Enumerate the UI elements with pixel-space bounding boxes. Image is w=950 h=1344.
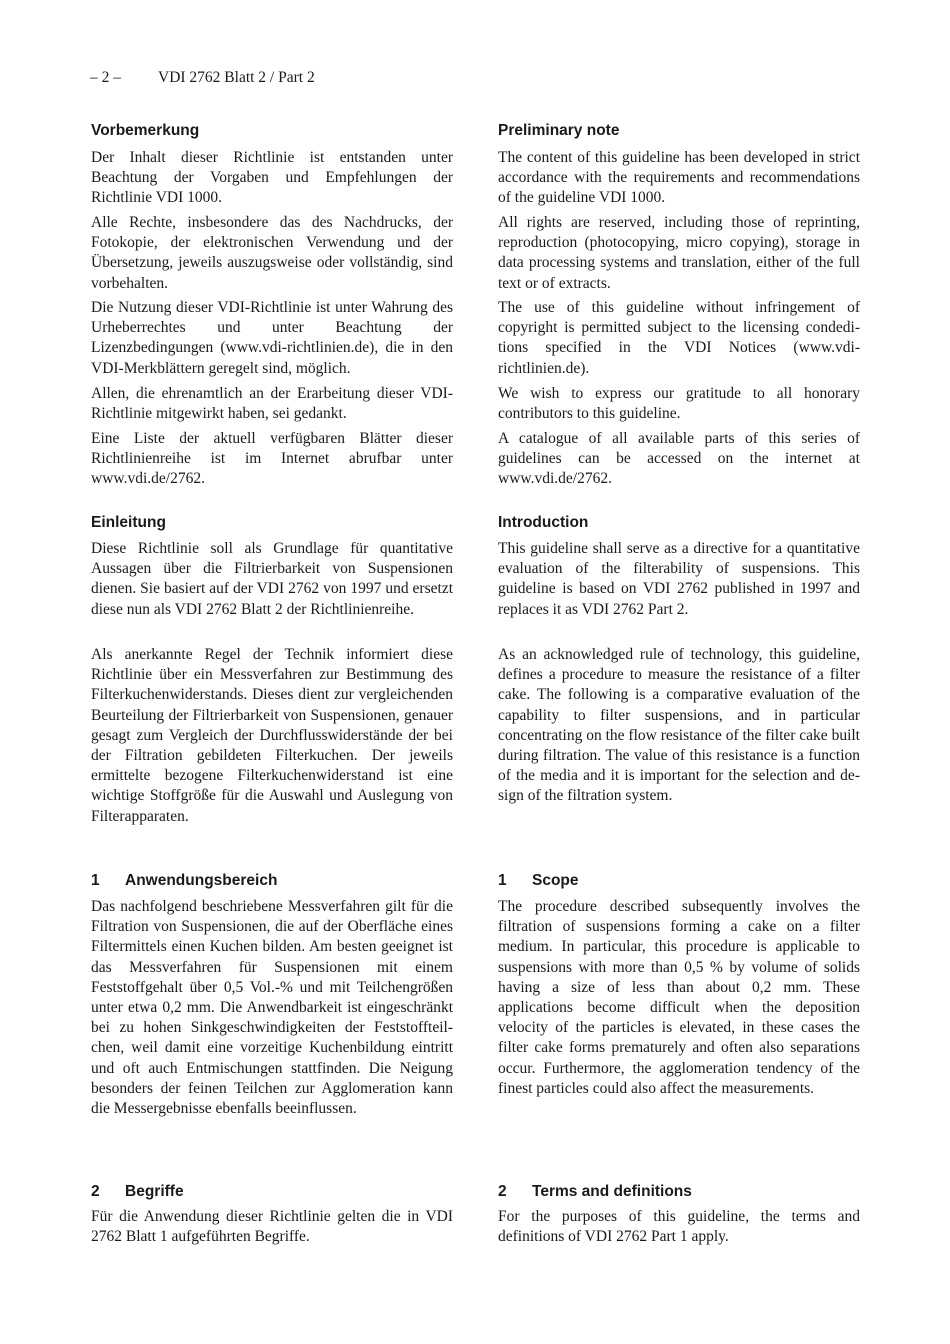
introduction-heading: Introduction <box>498 514 589 531</box>
section-2-heading <box>91 1182 453 1202</box>
vorbemerkung-paragraph: Der Inhalt dieser Richtlinie ist entstanden unter Beachtung der Vorgaben und Empfehlungen der Richtlinie VDI 1000. <box>91 149 453 207</box>
preliminary-note-paragraph: The content of this guideline has been developed in strict accordance with the requirements and recommendations of the guideline VDI 1000. <box>498 149 860 207</box>
section-1-paragraph: The procedure described subsequently involves the filtration of suspensions forming a cake on a filter medium. In particular, this procedure is applicable to suspensions with more than 0,5 % by volume of solids having a size of less than about 0,2 mm. These applications become difficult when the deposition velocity of the particles is elevated, in these cases the filter cake forms prematurely and often also separations occur. Furthermore, the agglomeration tendency of the finest particles could also affect the measurements. <box>498 898 860 1097</box>
einleitung-paragraph: Diese Richtlinie soll als Grundlage für quantitative Aussagen über die Filtrierbarkeit von Suspensionen dienen. Sie basiert auf der VDI 2762 von 1997 und ersetzt diese nun als VDI 2762 Blatt 2 der Richtlinienreihe. <box>91 540 453 618</box>
section-2-paragraph: Für die Anwendung dieser Richtlinie gelten die in VDI 2762 Blatt 1 aufgeführten Begriffe. <box>91 1208 453 1246</box>
vorbemerkung-paragraph: Die Nutzung dieser VDI-Richtlinie ist unter Wahrung des Urheberrechtes und unter Beachtung der Lizenzbedingungen (www.vdi-richtlinien.de), die in den VDI-Merkblättern geregelt sind, möglich. <box>91 299 453 377</box>
section-number: 2 <box>91 1183 100 1200</box>
vorbemerkung-paragraph: Eine Liste der aktuell verfügbaren Blätter dieser Richtlinienreihe ist im Internet abrufbar unter www.vdi.de/2762. <box>91 430 453 488</box>
preliminary-note-paragraph: A catalogue of all available parts of this series of guidelines can be accessed on the internet at www.vdi.de/2762. <box>498 430 860 488</box>
section-2-heading <box>498 1182 860 1202</box>
section-1-heading <box>91 871 453 891</box>
section-number: 2 <box>498 1183 507 1200</box>
page-header <box>90 68 315 88</box>
introduction-paragraph: As an acknowledged rule of technology, this guideline, defines a procedure to measure the resistance of a filter cake. The following is a comparative evaluation of the capability to filter suspensions, and in particular concentrating on the flow resistance of the filter cake built during filtration. The value of this resistance is a function of the media and it is important for the selection and design of the filtration system. <box>498 646 860 805</box>
preliminary-note-heading: Preliminary note <box>498 122 620 139</box>
section-1-paragraph: Das nachfolgend beschriebene Messverfahren gilt für die Filtration von Suspensionen, die auf der Oberfläche eines Filtermittels einen Kuchen bilden. Am besten geeignet ist das Messverfahren für Suspensionen mit einem Feststoffgehalt über 0,5 Vol.-% und mit Teilchengrößen unter etwa 0,2 mm. Die Anwendbarkeit ist eingeschränkt bei zu hohen Sinkgeschwindigkeiten der Feststoffteilchen, weil damit eine vorzeitige Kuchenbildung eintritt und oft auch Entmischungen stattfinden. Die Neigung besonders der feinen Teilchen zur Agglomeration kann die Messergebnisse ebenfalls beeinflussen. <box>91 898 453 1118</box>
preliminary-note-paragraph: The use of this guideline without infringement of copyright is permitted subject to the licensing condeditions specified in the VDI Notices (www.vdi-richtlinien.de). <box>498 299 860 377</box>
section-title: Anwendungsbereich <box>125 872 278 889</box>
preliminary-note-paragraph: We wish to express our gratitude to all honorary contributors to this guideline. <box>498 385 860 423</box>
introduction-paragraph: This guideline shall serve as a directive for a quantitative evaluation of the filterability of suspensions. This guideline is based on VDI 2762 published in 1997 and replaces it as VDI 2762 Part 2. <box>498 540 860 618</box>
vorbemerkung-paragraph: Allen, die ehrenamtlich an der Erarbeitung dieser VDI-Richtlinie mitgewirkt haben, sei gedankt. <box>91 385 453 423</box>
document-id: VDI 2762 Blatt 2 / Part 2 <box>158 69 315 86</box>
section-number: 1 <box>91 872 100 889</box>
einleitung-heading: Einleitung <box>91 514 166 531</box>
einleitung-paragraph: Als anerkannte Regel der Technik informiert diese Richtlinie über ein Messverfahren zur Bestimmung des Filterkuchenwiderstands. Dieses dient zur vergleichenden Beurteilung der Filtrierbarkeit von Suspensionen, genauer gesagt zum Vergleich der Durchflusswiderstände der bei der Filtration gebildeten Filterkuchen. Der jeweils ermittelte bezogene Filterkuchenwiderstand ist eine wichtige Stoffgröße für die Auswahl und Auslegung von Filterapparaten. <box>91 646 453 825</box>
section-title: Scope <box>532 872 579 889</box>
section-2-paragraph: For the purposes of this guideline, the terms and definitions of VDI 2762 Part 1 apply. <box>498 1208 860 1246</box>
section-title: Begriffe <box>125 1183 184 1200</box>
vorbemerkung-paragraph: Alle Rechte, insbesondere das des Nachdrucks, der Fotokopie, der elektronischen Verwendung und der Übersetzung, jeweils auszugsweise oder vollständig, sind vorbehalten. <box>91 214 453 292</box>
section-title: Terms and definitions <box>532 1183 692 1200</box>
preliminary-note-paragraph: All rights are reserved, including those of reprinting, reproduction (photocopying, micro copying), storage in data processing systems and translation, either of the full text or of extracts. <box>498 214 860 292</box>
section-1-heading <box>498 871 860 891</box>
page-number: – 2 – <box>90 69 121 86</box>
vorbemerkung-heading: Vorbemerkung <box>91 122 200 139</box>
section-number: 1 <box>498 872 507 889</box>
